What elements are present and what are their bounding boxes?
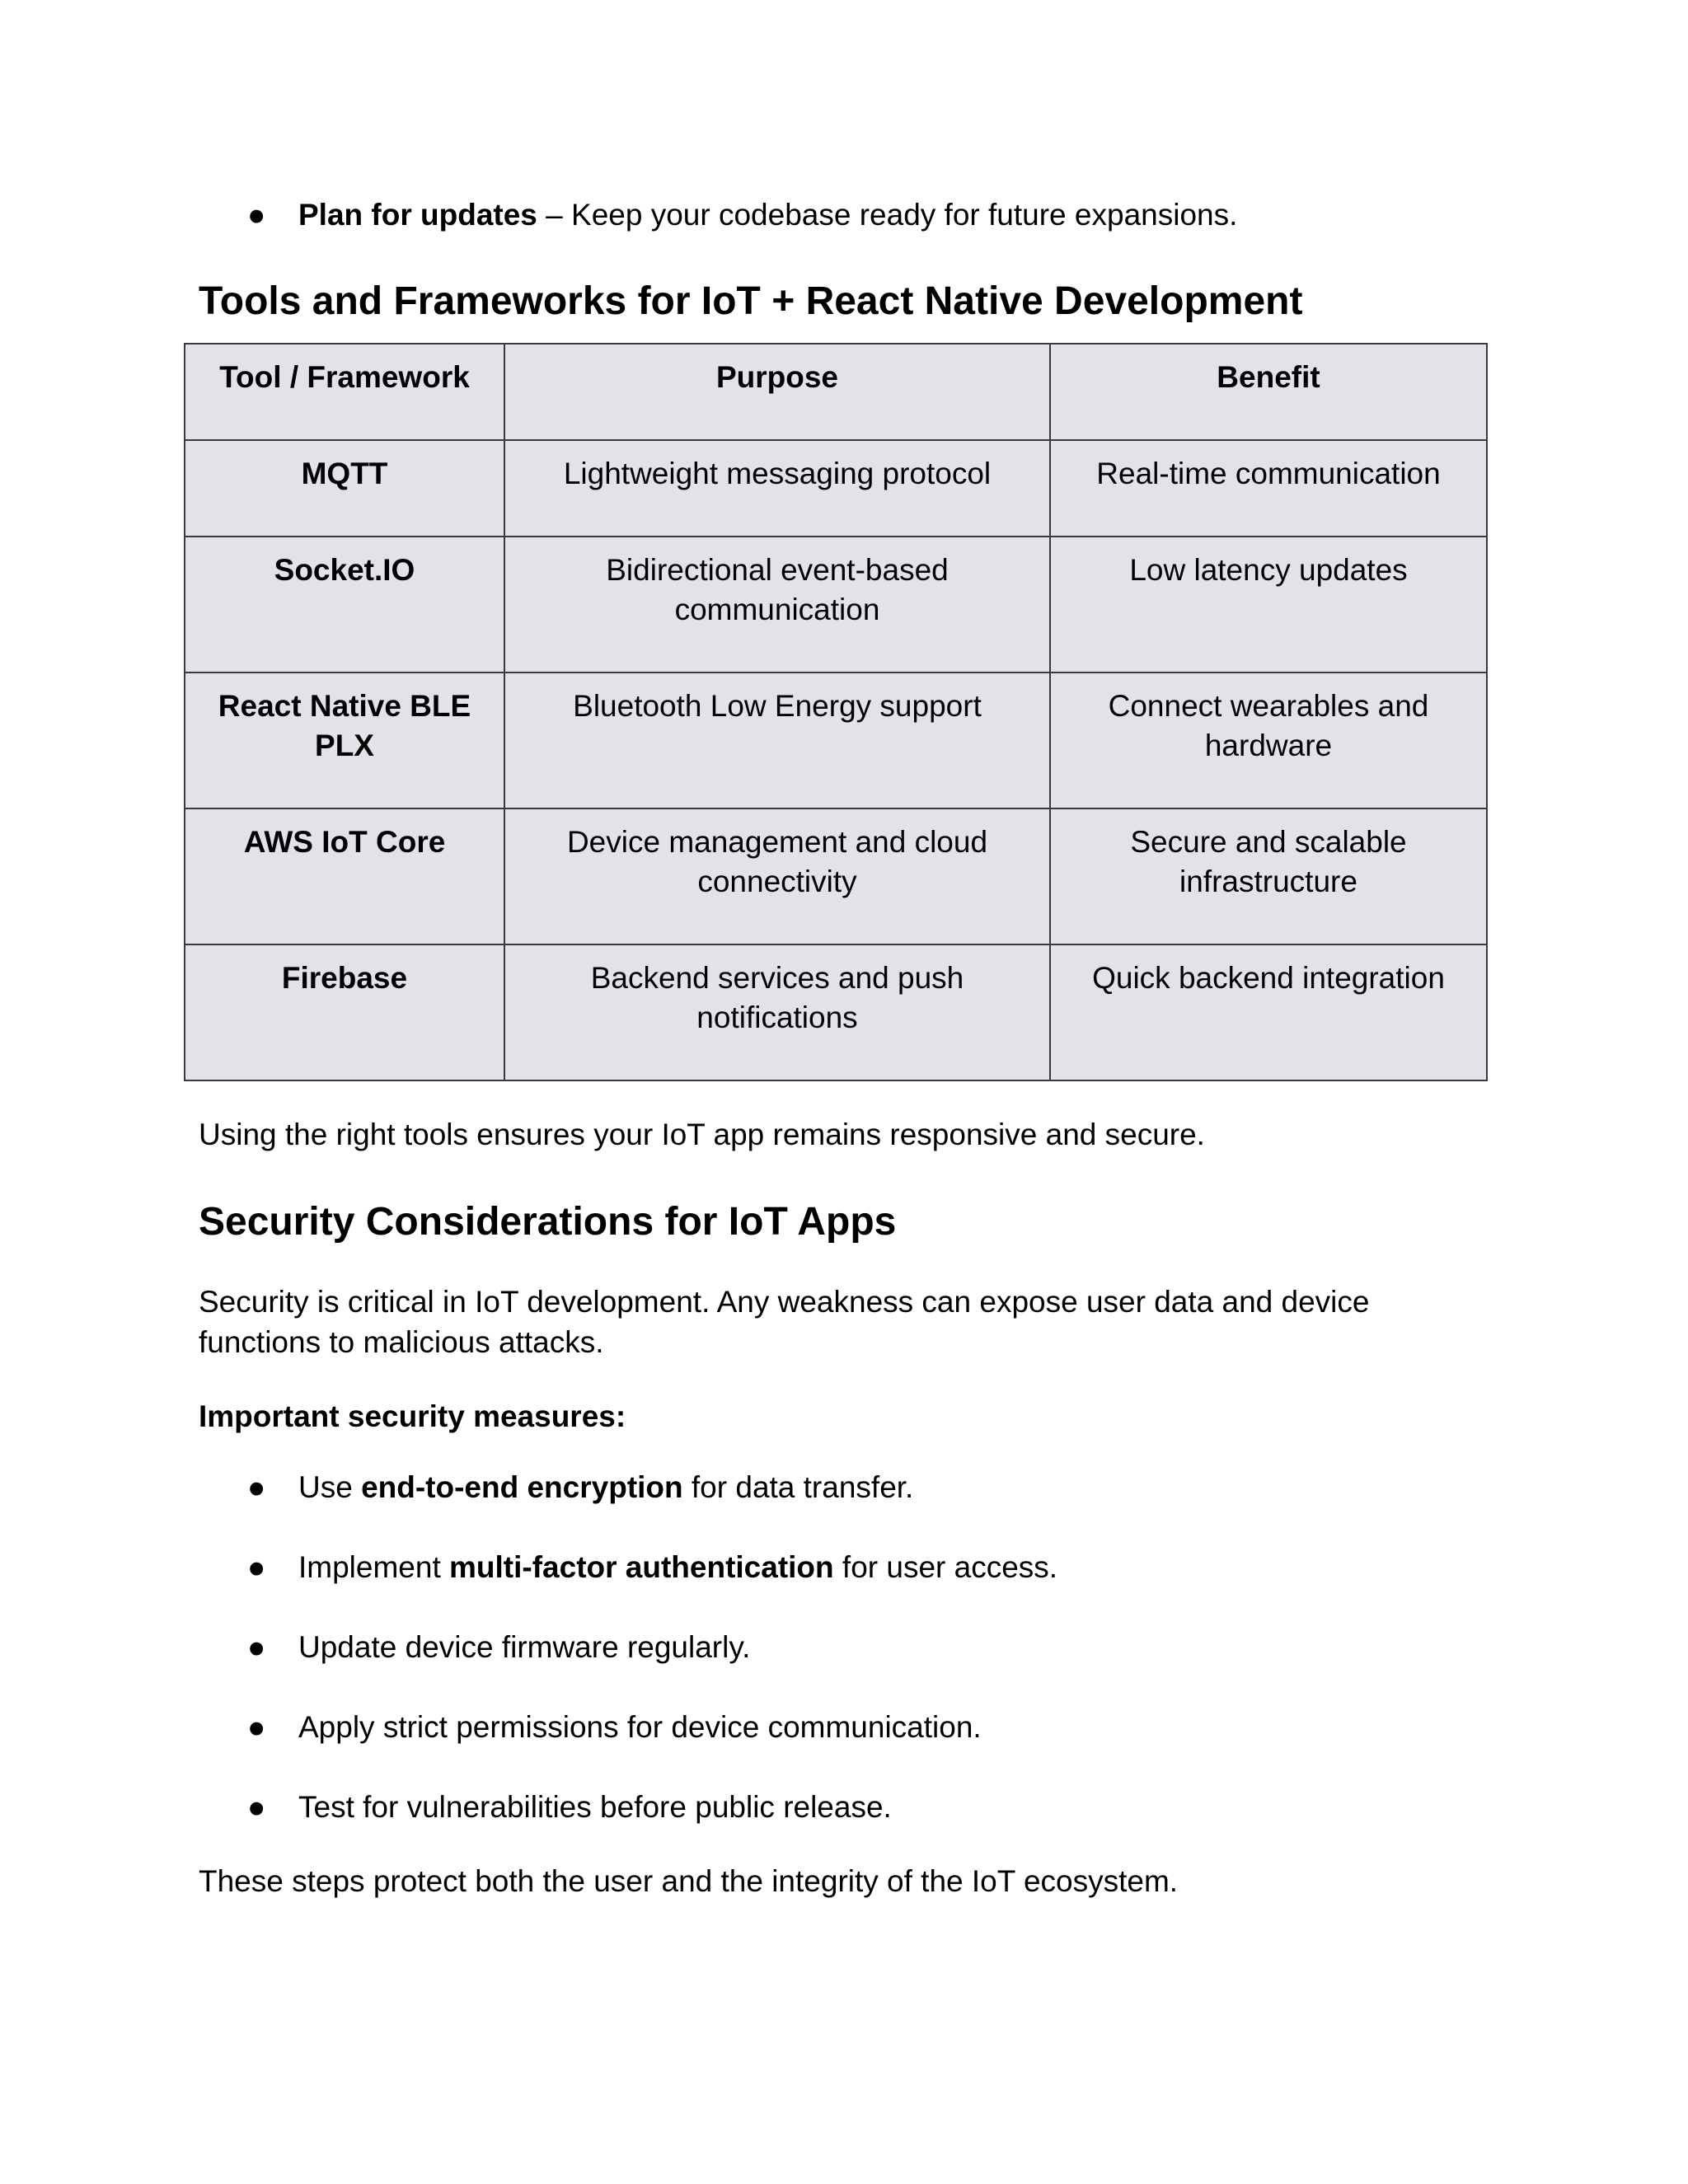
- table-cell-purpose: Bidirectional event-based communication: [504, 537, 1050, 673]
- table-cell-benefit: Connect wearables and hardware: [1050, 673, 1487, 808]
- table-row: [185, 944, 1487, 1080]
- table-cell-benefit: Quick backend integration: [1050, 944, 1487, 1080]
- table-cell-purpose: Bluetooth Low Energy support: [504, 673, 1050, 808]
- table-cell-tool: MQTT: [185, 440, 504, 537]
- table-header-cell: Benefit: [1050, 344, 1487, 440]
- table-header-row: [185, 344, 1487, 440]
- list-item-text: Update device firmware regularly.: [298, 1630, 751, 1664]
- bullet-icon: ●: [247, 1470, 266, 1504]
- list-item-text: Test for vulnerabilities before public release.: [298, 1790, 892, 1824]
- section-heading-tools: Tools and Frameworks for IoT + React Native Development: [199, 279, 1303, 323]
- paragraph: Security is critical in IoT development. Any weakness can expose user data and device functions to malicious attacks.: [199, 1285, 1370, 1359]
- tools-table: [184, 343, 1488, 1081]
- bullet-icon: ●: [247, 1790, 266, 1824]
- bullet-icon: ●: [247, 198, 266, 232]
- table-row: [185, 440, 1487, 537]
- table-cell-benefit: Real-time communication: [1050, 440, 1487, 537]
- table-cell-tool: React Native BLE PLX: [185, 673, 504, 808]
- table-cell-tool: Socket.IO: [185, 537, 504, 673]
- bullet-icon: ●: [247, 1630, 266, 1664]
- paragraph: Using the right tools ensures your IoT app remains responsive and secure.: [199, 1118, 1205, 1151]
- table-header-cell: Tool / Framework: [185, 344, 504, 440]
- section-heading-security: Security Considerations for IoT Apps: [199, 1200, 897, 1244]
- table-cell-tool: Firebase: [185, 944, 504, 1080]
- table-header-cell: Purpose: [504, 344, 1050, 440]
- table-row: [185, 673, 1487, 808]
- table-cell-purpose: Device management and cloud connectivity: [504, 808, 1050, 944]
- table-row: [185, 808, 1487, 944]
- table-cell-benefit: Low latency updates: [1050, 537, 1487, 673]
- table-cell-purpose: Lightweight messaging protocol: [504, 440, 1050, 537]
- table-cell-tool: AWS IoT Core: [185, 808, 504, 944]
- bullet-icon: ●: [247, 1710, 266, 1744]
- list-item-text: Plan for updates – Keep your codebase ready for future expansions.: [298, 198, 1238, 232]
- list-item-text: Use end-to-end encryption for data transfer.: [298, 1470, 914, 1504]
- table-cell-purpose: Backend services and push notifications: [504, 944, 1050, 1080]
- list-item-text: Apply strict permissions for device communication.: [298, 1710, 982, 1744]
- table-row: [185, 537, 1487, 673]
- paragraph: These steps protect both the user and the integrity of the IoT ecosystem.: [199, 1864, 1179, 1898]
- measures-label: Important security measures:: [199, 1399, 626, 1433]
- table-cell-benefit: Secure and scalable infrastructure: [1050, 808, 1487, 944]
- bullet-icon: ●: [247, 1550, 266, 1584]
- list-item-text: Implement multi-factor authentication for user access.: [298, 1550, 1058, 1584]
